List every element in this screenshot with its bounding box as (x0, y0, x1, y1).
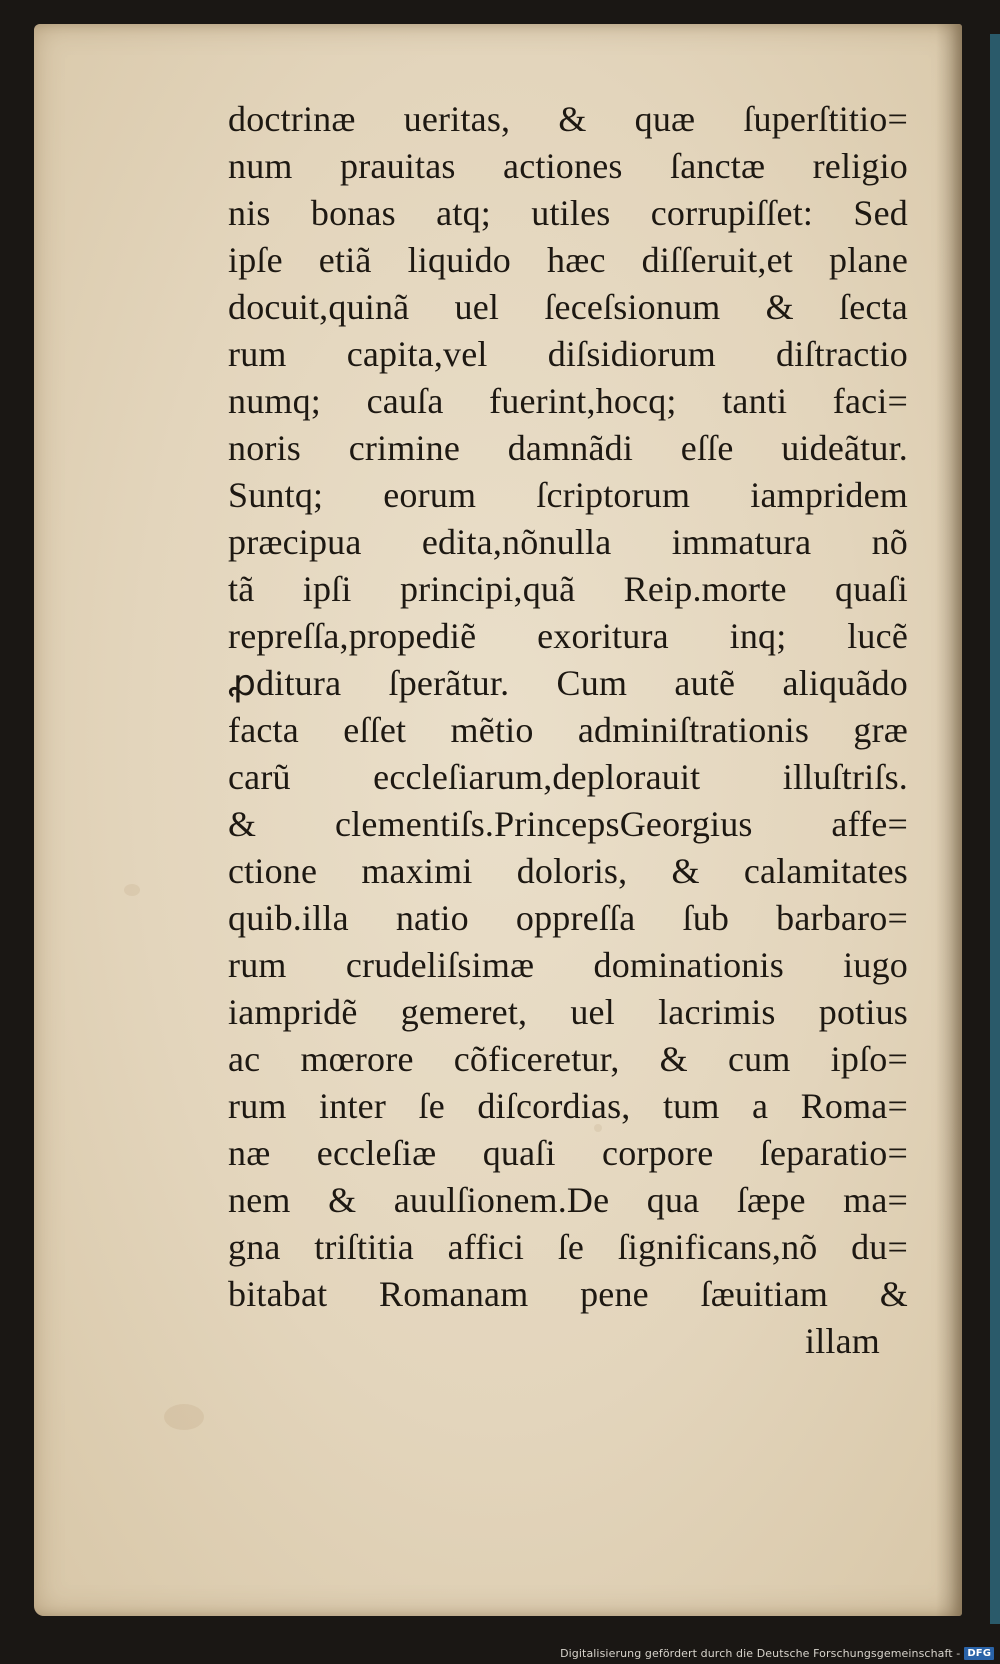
credit-text: Digitalisierung gefördert durch die Deutsche Forschungsgemeinschaft - (560, 1646, 961, 1660)
text-line: ꝓditura ſperãtur. Cum autẽ aliquãdo (228, 663, 908, 703)
text-line: quib.illa natio oppreſſa ſub barbaro= (228, 898, 908, 938)
paper-stain (164, 1404, 204, 1430)
text-line: rum capita,vel diſsidiorum diſtractio (228, 334, 908, 374)
text-line: ipſe etiã liquido hæc diſſeruit,et plane (228, 240, 908, 280)
page-edge-shadow (936, 24, 962, 1616)
text-line: rum crudeliſsimæ dominationis iugo (228, 945, 908, 985)
text-line: carũ eccleſiarum,deplorauit illuſtriſs. (228, 757, 908, 797)
text-line: facta eſſet mẽtio adminiſtrationis græ (228, 710, 908, 750)
text-line: num prauitas actiones ſanctæ religio (228, 146, 908, 186)
text-line: repreſſa,propediẽ exoritura inq; lucẽ (228, 616, 908, 656)
text-line: doctrinæ ueritas, & quæ ſuperſtitio= (228, 99, 908, 139)
text-line: tã ipſi principi,quã Reip.morte quaſi (228, 569, 908, 609)
catchword: illam (805, 1321, 880, 1361)
text-block (228, 96, 908, 1365)
text-line: næ eccleſiæ quaſi corpore ſeparatio= (228, 1133, 908, 1173)
text-line: nem & auulſionem.De qua ſæpe ma= (228, 1180, 908, 1220)
text-line: ac mœrore cõficeretur, & cum ipſo= (228, 1039, 908, 1079)
book-edge-strip (990, 34, 1000, 1624)
dfg-logo: DFG (964, 1647, 994, 1660)
text-line: numq; cauſa fuerint,hocq; tanti faci= (228, 381, 908, 421)
text-line: & clementiſs.PrincepsGeorgius affe= (228, 804, 908, 844)
paper-stain (124, 884, 140, 896)
text-line: rum inter ſe diſcordias, tum a Roma= (228, 1086, 908, 1126)
digitization-credit (0, 1647, 994, 1661)
text-line: ctione maximi doloris, & calamitates (228, 851, 908, 891)
text-line: noris crimine damnãdi eſſe uideãtur. (228, 428, 908, 468)
text-line: gna triſtitia affici ſe ſignificans,nõ du= (228, 1227, 908, 1267)
text-line: bitabat Romanam pene ſæuitiam & (228, 1274, 908, 1314)
text-line: iampridẽ gemeret, uel lacrimis potius (228, 992, 908, 1032)
text-line: præcipua edita,nõnulla immatura nõ (228, 522, 908, 562)
text-line: Suntq; eorum ſcriptorum iampridem (228, 475, 908, 515)
text-line: nis bonas atq; utiles corrupiſſet: Sed (228, 193, 908, 233)
text-line: docuit,quinã uel ſeceſsionum & ſecta (228, 287, 908, 327)
